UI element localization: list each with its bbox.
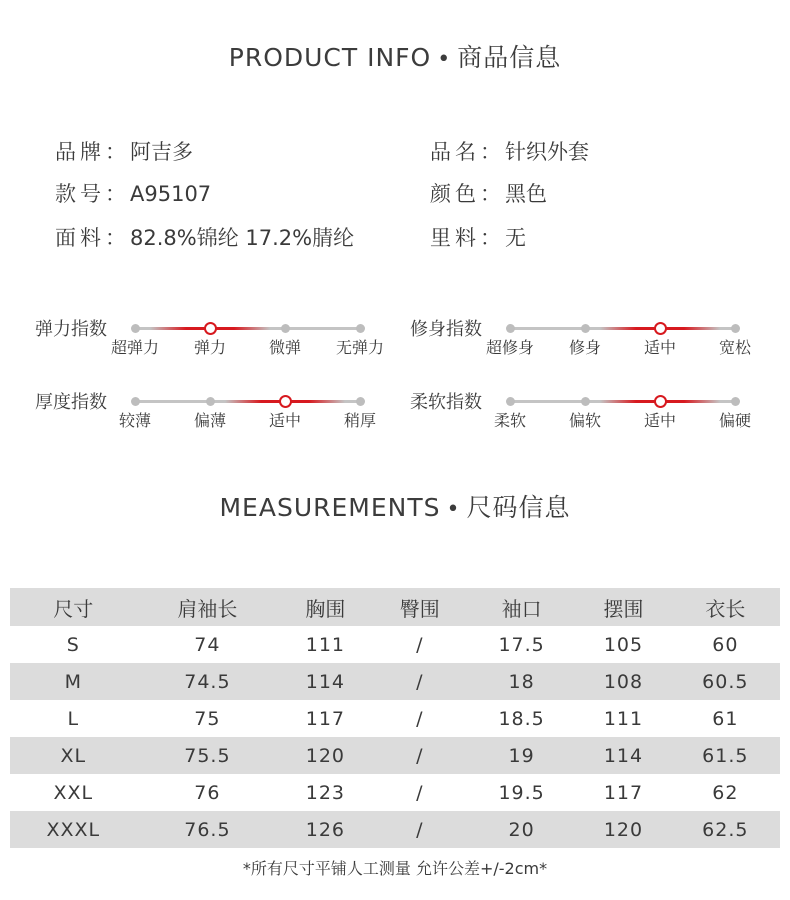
title-separator: • [446,497,461,522]
product-info-title [0,38,790,74]
cell-size: L [67,707,80,730]
product-info-title-cn: 商品信息 [457,43,562,72]
cell-hem: 111 [603,707,644,730]
info-product-name [430,136,589,166]
cell-hip: / [416,818,424,841]
table-row [10,811,780,848]
table-header-row [10,588,780,626]
cell-cuff: 17.5 [498,633,545,656]
selected-point-marker [279,395,292,408]
header-hem: 摆围 [603,596,644,621]
cell-hip: / [416,670,424,693]
measurements-title-cn: 尺码信息 [466,493,571,522]
fit-index-title: 修身指数 [410,319,482,340]
scale-option-label: 宽松 [718,338,752,357]
elasticity-index-title: 弹力指数 [35,319,107,340]
cell-length: 62.5 [702,818,749,841]
cell-chest: 123 [305,781,346,804]
cell-shoulder-sleeve: 75 [194,707,221,730]
info-lining-label: 里料： [430,226,505,250]
cell-hip: / [416,707,424,730]
scale-option-label: 偏硬 [718,411,752,430]
info-lining [430,222,526,252]
scale-point-marker [131,397,140,406]
scale-point-marker [581,397,590,406]
info-brand-label: 品牌： [55,140,130,164]
cell-size: XXXL [46,818,101,841]
table-row [10,774,780,811]
selected-point-marker [204,322,217,335]
scale-point-marker [356,397,365,406]
cell-length: 60.5 [702,670,749,693]
cell-size: XL [60,744,87,767]
info-brand-value: 阿吉多 [130,140,193,164]
header-shoulder-sleeve: 肩袖长 [177,596,238,621]
scale-point-marker [731,324,740,333]
thickness-index-title: 厚度指数 [35,392,107,413]
cell-shoulder-sleeve: 75.5 [184,744,231,767]
cell-cuff: 18 [508,670,535,693]
selected-point-marker [654,395,667,408]
info-color-label: 颜色： [430,182,505,206]
softness-index [410,388,770,448]
cell-hem: 105 [603,633,644,656]
scale-option-label: 偏薄 [193,411,227,430]
scale-option-label: 修身 [568,338,602,357]
cell-chest: 120 [305,744,346,767]
scale-option-label: 柔软 [493,411,527,430]
table-row [10,700,780,737]
cell-chest: 126 [305,818,346,841]
cell-hip: / [416,744,424,767]
title-separator: • [437,47,452,72]
info-lining-value: 无 [505,226,526,250]
cell-chest: 117 [305,707,346,730]
info-style-number-value: A95107 [130,182,212,206]
scale-option-label: 超弹力 [110,338,160,357]
table-row [10,737,780,774]
scale-point-marker [206,397,215,406]
scale-point-marker [506,324,515,333]
info-color [430,178,547,208]
info-style-number-label: 款号： [55,182,130,206]
cell-shoulder-sleeve: 74.5 [184,670,231,693]
scale-option-label: 适中 [643,338,677,357]
scale-point-marker [731,397,740,406]
cell-length: 60 [712,633,739,656]
cell-cuff: 18.5 [498,707,545,730]
cell-hem: 108 [603,670,644,693]
cell-length: 62 [712,781,739,804]
softness-index-title: 柔软指数 [410,392,482,413]
cell-cuff: 19 [508,744,535,767]
scale-option-label: 弹力 [193,338,227,357]
header-hip: 臀围 [399,596,440,621]
cell-chest: 111 [305,633,346,656]
cell-hem: 114 [603,744,644,767]
info-fabric [55,222,354,252]
scale-option-label: 适中 [268,411,302,430]
scale-option-label: 较薄 [118,411,152,430]
scale-option-label: 稍厚 [343,411,377,430]
measurements-title [0,488,790,524]
cell-chest: 114 [305,670,346,693]
table-row [10,626,780,663]
info-fabric-value: 82.8%锦纶 17.2%腈纶 [130,226,355,250]
cell-size: M [64,670,82,693]
scale-point-marker [506,397,515,406]
scale-option-label: 超修身 [485,338,535,357]
cell-hem: 117 [603,781,644,804]
product-info-title-en: PRODUCT INFO [228,43,432,72]
cell-hip: / [416,781,424,804]
thickness-index [35,388,395,448]
info-fabric-label: 面料： [55,226,130,250]
scale-point-marker [131,324,140,333]
cell-shoulder-sleeve: 74 [194,633,221,656]
header-length: 衣长 [705,596,746,621]
cell-length: 61 [712,707,739,730]
info-color-value: 黑色 [505,182,547,206]
scale-point-marker [356,324,365,333]
scale-point-marker [581,324,590,333]
info-style-number [55,178,211,208]
cell-shoulder-sleeve: 76 [194,781,221,804]
selected-point-marker [654,322,667,335]
measurements-title-en: MEASUREMENTS [219,493,441,522]
header-chest: 胸围 [305,596,346,621]
info-product-name-value: 针织外套 [505,140,589,164]
elasticity-index [35,315,395,375]
cell-size: XXL [53,781,94,804]
cell-cuff: 20 [508,818,535,841]
header-cuff: 袖口 [501,596,542,621]
measurement-note: *所有尺寸平铺人工测量 允许公差+/-2cm* [242,859,548,878]
table-row [10,663,780,700]
info-brand [55,136,193,166]
fit-index [410,315,770,375]
cell-size: S [66,633,80,656]
header-size: 尺寸 [53,596,94,621]
scale-option-label: 无弹力 [335,338,385,357]
cell-shoulder-sleeve: 76.5 [184,818,231,841]
cell-hip: / [416,633,424,656]
info-product-name-label: 品名： [430,140,505,164]
size-table [10,588,780,848]
scale-option-label: 微弹 [268,338,302,357]
scale-option-label: 偏软 [568,411,602,430]
scale-point-marker [281,324,290,333]
cell-length: 61.5 [702,744,749,767]
cell-cuff: 19.5 [498,781,545,804]
scale-option-label: 适中 [643,411,677,430]
cell-hem: 120 [603,818,644,841]
